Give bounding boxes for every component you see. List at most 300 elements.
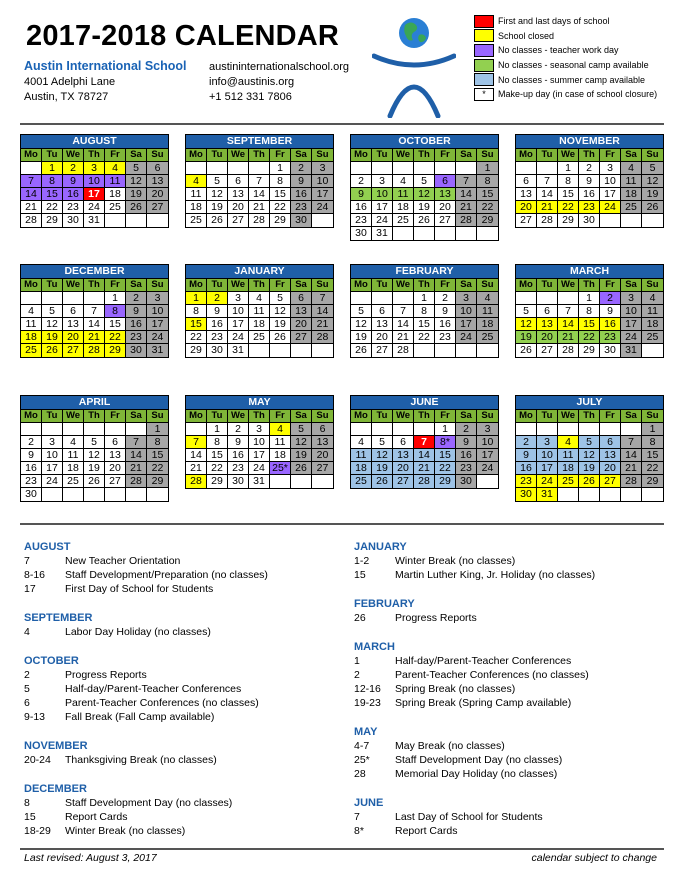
- spacer: [24, 639, 339, 654]
- event-row: [354, 668, 669, 682]
- day-cell: 26: [207, 214, 228, 227]
- weekday-header: Su: [147, 410, 168, 423]
- spacer: [354, 625, 669, 640]
- event-month-heading: JUNE: [354, 797, 384, 809]
- day-cell: 28: [621, 475, 642, 488]
- weekday-header: We: [228, 279, 249, 292]
- weekday-header: Fr: [600, 149, 621, 162]
- month-days-grid: [351, 149, 498, 240]
- day-cell: 10: [372, 188, 393, 201]
- last-revised: Last revised: August 3, 2017: [24, 852, 157, 864]
- empty-cell: [456, 227, 477, 240]
- empty-cell: [63, 292, 84, 305]
- day-cell: 5: [270, 292, 291, 305]
- day-cell: 19: [291, 449, 312, 462]
- month-days-grid: [516, 410, 663, 501]
- weekday-header: Th: [414, 279, 435, 292]
- weekday-header: Mo: [351, 410, 372, 423]
- day-cell: 21: [186, 462, 207, 475]
- day-cell: 2: [456, 423, 477, 436]
- day-cell: 17: [84, 188, 105, 201]
- day-cell: 14: [126, 449, 147, 462]
- weekday-header: Sa: [456, 279, 477, 292]
- empty-cell: [105, 423, 126, 436]
- event-row: [24, 810, 339, 824]
- day-cell: 8: [642, 436, 663, 449]
- day-cell: 1: [642, 423, 663, 436]
- event-row: [354, 767, 669, 781]
- day-cell: 9: [456, 436, 477, 449]
- day-cell: 21: [312, 318, 333, 331]
- event-text: Thanksgiving Break (no classes): [65, 754, 217, 766]
- empty-cell: [21, 162, 42, 175]
- spacer: [24, 724, 339, 739]
- event-row: [354, 696, 669, 710]
- event-date: 28: [354, 768, 366, 780]
- month-header: FEBRUARY: [351, 265, 498, 279]
- day-cell: 30: [126, 344, 147, 357]
- day-cell: 24: [249, 462, 270, 475]
- day-cell: 10: [537, 449, 558, 462]
- empty-cell: [642, 344, 663, 357]
- day-cell: 29: [477, 214, 498, 227]
- spacer: [354, 582, 669, 597]
- empty-cell: [537, 162, 558, 175]
- event-text: New Teacher Orientation: [65, 555, 181, 567]
- day-cell: 13: [537, 318, 558, 331]
- day-cell: 11: [558, 449, 579, 462]
- day-cell: 13: [147, 175, 168, 188]
- day-cell: 1: [414, 292, 435, 305]
- day-cell: 4: [21, 305, 42, 318]
- weekday-header: Mo: [186, 279, 207, 292]
- event-text: Progress Reports: [65, 669, 147, 681]
- page-title: 2017-2018 CALENDAR: [26, 20, 340, 52]
- legend-swatch: [474, 15, 494, 28]
- email-link[interactable]: info@austinis.org: [209, 76, 295, 88]
- day-cell: 9: [516, 449, 537, 462]
- legend-item: [474, 43, 657, 58]
- weekday-header: Tu: [207, 149, 228, 162]
- empty-cell: [351, 292, 372, 305]
- day-cell: 10: [147, 305, 168, 318]
- day-cell: 7: [393, 305, 414, 318]
- day-cell: 12: [414, 188, 435, 201]
- event-row: [354, 824, 669, 838]
- day-cell: 14: [249, 188, 270, 201]
- weekday-header: Sa: [621, 149, 642, 162]
- day-cell: 11: [270, 436, 291, 449]
- day-cell: 19: [270, 318, 291, 331]
- day-cell: 30: [63, 214, 84, 227]
- legend-swatch: [474, 29, 494, 42]
- weekday-header: Su: [477, 149, 498, 162]
- day-cell: 30: [21, 488, 42, 501]
- day-cell: 28: [21, 214, 42, 227]
- event-row: [24, 682, 339, 696]
- event-row: [354, 611, 669, 625]
- event-month-heading: NOVEMBER: [24, 740, 88, 752]
- day-cell: 25: [558, 475, 579, 488]
- weekday-header: Sa: [291, 410, 312, 423]
- empty-cell: [372, 162, 393, 175]
- day-cell: 23: [351, 214, 372, 227]
- legend-swatch: [474, 59, 494, 72]
- weekday-header: Su: [147, 279, 168, 292]
- day-cell: 28: [312, 331, 333, 344]
- day-cell: 1: [207, 423, 228, 436]
- day-cell: 28: [186, 475, 207, 488]
- day-cell: 22: [186, 331, 207, 344]
- event-date: 4: [24, 626, 30, 638]
- empty-cell: [642, 214, 663, 227]
- day-cell: 29: [579, 344, 600, 357]
- weekday-header: Su: [642, 279, 663, 292]
- day-cell: 24: [456, 331, 477, 344]
- day-cell: 24: [228, 331, 249, 344]
- day-cell: 17: [228, 318, 249, 331]
- events-divider: [20, 523, 664, 525]
- empty-cell: [600, 488, 621, 501]
- empty-cell: [270, 344, 291, 357]
- day-cell: 3: [228, 292, 249, 305]
- month-may: [185, 395, 334, 489]
- legend-swatch: [474, 73, 494, 86]
- day-cell: 26: [351, 344, 372, 357]
- weekday-header: We: [393, 149, 414, 162]
- day-cell: 6: [372, 305, 393, 318]
- empty-cell: [312, 475, 333, 488]
- day-cell: 8: [207, 436, 228, 449]
- day-cell: 2: [21, 436, 42, 449]
- day-cell: 6: [393, 436, 414, 449]
- weekday-header: Fr: [105, 149, 126, 162]
- event-row: [354, 810, 669, 824]
- day-cell: 21: [621, 462, 642, 475]
- day-cell: 16: [351, 201, 372, 214]
- school-logo: [372, 14, 456, 118]
- event-date: 20-24: [24, 754, 51, 766]
- weekday-header: Su: [477, 410, 498, 423]
- empty-cell: [516, 423, 537, 436]
- month-days-grid: [186, 149, 333, 227]
- day-cell: 16: [516, 462, 537, 475]
- event-row: [24, 554, 339, 568]
- empty-cell: [186, 162, 207, 175]
- day-cell: 6: [600, 436, 621, 449]
- day-cell: 24: [312, 201, 333, 214]
- day-cell: 31: [147, 344, 168, 357]
- day-cell: 12: [351, 318, 372, 331]
- day-cell: 8: [105, 305, 126, 318]
- empty-cell: [42, 292, 63, 305]
- event-month-heading: MAY: [354, 726, 378, 738]
- weekday-header: Th: [84, 279, 105, 292]
- day-cell: 3: [537, 436, 558, 449]
- day-cell: 14: [414, 449, 435, 462]
- day-cell: 29: [105, 344, 126, 357]
- event-text: Winter Break (no classes): [395, 555, 516, 567]
- day-cell: 20: [435, 201, 456, 214]
- month-header: JULY: [516, 396, 663, 410]
- day-cell: 27: [312, 462, 333, 475]
- empty-cell: [126, 488, 147, 501]
- day-cell: 28: [126, 475, 147, 488]
- day-cell: 10: [621, 305, 642, 318]
- empty-cell: [291, 475, 312, 488]
- day-cell: 6: [312, 423, 333, 436]
- day-cell: 14: [558, 318, 579, 331]
- day-cell: 7: [621, 436, 642, 449]
- day-cell: 13: [435, 188, 456, 201]
- day-cell: 31: [249, 475, 270, 488]
- empty-cell: [84, 488, 105, 501]
- event-text: Half-day/Parent-Teacher Conferences: [65, 683, 242, 695]
- day-cell: 28: [456, 214, 477, 227]
- day-cell: 6: [105, 436, 126, 449]
- day-cell: 17: [372, 201, 393, 214]
- event-text: Staff Development/Preparation (no classes): [65, 569, 268, 581]
- day-cell: 5: [372, 436, 393, 449]
- month-days-grid: [351, 279, 498, 357]
- day-cell: 5: [414, 175, 435, 188]
- empty-cell: [207, 162, 228, 175]
- legend-label: Make-up day (in case of school closure): [498, 89, 658, 100]
- day-cell: 12: [642, 175, 663, 188]
- day-cell: 10: [312, 175, 333, 188]
- event-month-heading: MARCH: [354, 641, 395, 653]
- day-cell: 14: [456, 188, 477, 201]
- empty-cell: [312, 344, 333, 357]
- day-cell: 12: [42, 318, 63, 331]
- event-text: Fall Break (Fall Camp available): [65, 711, 215, 723]
- day-cell: 20: [537, 331, 558, 344]
- day-cell: 17: [621, 318, 642, 331]
- day-cell: 10: [84, 175, 105, 188]
- event-text: May Break (no classes): [395, 740, 505, 752]
- day-cell: 21: [393, 331, 414, 344]
- day-cell: 26: [516, 344, 537, 357]
- event-text: Report Cards: [395, 825, 458, 837]
- day-cell: 13: [600, 449, 621, 462]
- day-cell: 8: [186, 305, 207, 318]
- day-cell: 5: [42, 305, 63, 318]
- month-february: [350, 264, 499, 358]
- day-cell: 29: [270, 214, 291, 227]
- day-cell: 22: [558, 201, 579, 214]
- day-cell: 12: [207, 188, 228, 201]
- day-cell: 13: [372, 318, 393, 331]
- month-july: [515, 395, 664, 502]
- day-cell: 20: [291, 318, 312, 331]
- website-link[interactable]: austininternationalschool.org: [209, 61, 350, 73]
- day-cell: 21: [126, 462, 147, 475]
- day-cell: 19: [351, 331, 372, 344]
- day-cell: 15: [207, 449, 228, 462]
- day-cell: 23: [63, 201, 84, 214]
- day-cell: 1: [42, 162, 63, 175]
- day-cell: 19: [207, 201, 228, 214]
- day-cell: 4: [477, 292, 498, 305]
- day-cell: 23: [579, 201, 600, 214]
- day-cell: 25: [351, 475, 372, 488]
- day-cell: 11: [63, 449, 84, 462]
- day-cell: 3: [42, 436, 63, 449]
- day-cell: 19: [579, 462, 600, 475]
- empty-cell: [270, 475, 291, 488]
- day-cell: 18: [105, 188, 126, 201]
- day-cell: 10: [228, 305, 249, 318]
- weekday-header: Tu: [207, 279, 228, 292]
- day-cell: 14: [537, 188, 558, 201]
- weekday-header: Mo: [351, 149, 372, 162]
- day-cell: 20: [393, 462, 414, 475]
- day-cell: 5: [579, 436, 600, 449]
- weekday-header: Tu: [207, 410, 228, 423]
- event-row: [24, 696, 339, 710]
- day-cell: 19: [414, 201, 435, 214]
- day-cell: 27: [291, 331, 312, 344]
- weekday-header: Mo: [351, 279, 372, 292]
- day-cell: 1: [579, 292, 600, 305]
- day-cell: 9: [351, 188, 372, 201]
- day-cell: 17: [456, 318, 477, 331]
- day-cell: 27: [105, 475, 126, 488]
- day-cell: 7: [21, 175, 42, 188]
- day-cell: 15: [147, 449, 168, 462]
- event-text: Spring Break (no classes): [395, 683, 516, 695]
- day-cell: 14: [393, 318, 414, 331]
- event-row: [24, 753, 339, 767]
- day-cell: 23: [456, 462, 477, 475]
- day-cell: 21: [84, 331, 105, 344]
- weekday-header: We: [558, 149, 579, 162]
- event-row: [24, 796, 339, 810]
- weekday-header: Sa: [621, 410, 642, 423]
- empty-cell: [414, 344, 435, 357]
- event-date: 9-13: [24, 711, 46, 723]
- day-cell: 18: [270, 449, 291, 462]
- day-cell: 7: [84, 305, 105, 318]
- empty-cell: [393, 227, 414, 240]
- weekday-header: We: [63, 149, 84, 162]
- month-header: JANUARY: [186, 265, 333, 279]
- event-date: 18-29: [24, 825, 51, 837]
- day-cell: 22: [147, 462, 168, 475]
- empty-cell: [537, 292, 558, 305]
- day-cell: 6: [516, 175, 537, 188]
- day-cell: 17: [600, 188, 621, 201]
- day-cell: 9: [600, 305, 621, 318]
- day-cell: 22: [477, 201, 498, 214]
- month-header: DECEMBER: [21, 265, 168, 279]
- weekday-header: Su: [147, 149, 168, 162]
- day-cell: 3: [84, 162, 105, 175]
- event-month-heading: AUGUST: [24, 541, 71, 553]
- weekday-header: We: [393, 279, 414, 292]
- day-cell: 16: [228, 449, 249, 462]
- day-cell: 6: [291, 292, 312, 305]
- empty-cell: [558, 423, 579, 436]
- empty-cell: [537, 423, 558, 436]
- legend: [474, 14, 657, 102]
- day-cell: 1: [105, 292, 126, 305]
- event-date: 4-7: [354, 740, 370, 752]
- empty-cell: [558, 488, 579, 501]
- month-december: [20, 264, 169, 358]
- day-cell: 22: [579, 331, 600, 344]
- weekday-header: Th: [579, 149, 600, 162]
- day-cell: 21: [414, 462, 435, 475]
- day-cell: 24: [621, 331, 642, 344]
- weekday-header: Fr: [270, 279, 291, 292]
- day-cell: 1: [435, 423, 456, 436]
- empty-cell: [600, 214, 621, 227]
- day-cell: 6: [228, 175, 249, 188]
- day-cell: 29: [558, 214, 579, 227]
- empty-cell: [621, 488, 642, 501]
- day-cell: 12: [579, 449, 600, 462]
- day-cell: 23: [435, 331, 456, 344]
- day-cell: 5: [516, 305, 537, 318]
- day-cell: 28: [249, 214, 270, 227]
- day-cell: 2: [516, 436, 537, 449]
- day-cell: 3: [372, 175, 393, 188]
- weekday-header: Th: [414, 410, 435, 423]
- weekday-header: Tu: [42, 149, 63, 162]
- day-cell: 27: [600, 475, 621, 488]
- event-date: 1: [354, 655, 360, 667]
- day-cell: 9: [21, 449, 42, 462]
- weekday-header: Fr: [270, 149, 291, 162]
- month-march: [515, 264, 664, 358]
- day-cell: 20: [63, 331, 84, 344]
- day-cell: 15: [579, 318, 600, 331]
- day-cell: 2: [600, 292, 621, 305]
- day-cell: 11: [621, 175, 642, 188]
- day-cell: 19: [42, 331, 63, 344]
- legend-label: No classes - teacher work day: [498, 45, 619, 56]
- day-cell: 2: [579, 162, 600, 175]
- day-cell: 5: [291, 423, 312, 436]
- day-cell: 3: [477, 423, 498, 436]
- event-date: 12-16: [354, 683, 381, 695]
- day-cell: 21: [558, 331, 579, 344]
- legend-item: [474, 29, 657, 44]
- weekday-header: Th: [579, 279, 600, 292]
- weekday-header: Mo: [186, 410, 207, 423]
- day-cell: 9: [291, 175, 312, 188]
- weekday-header: Th: [84, 410, 105, 423]
- event-row: [24, 668, 339, 682]
- change-note: calendar subject to change: [531, 852, 657, 864]
- day-cell: 19: [84, 462, 105, 475]
- weekday-header: Fr: [435, 279, 456, 292]
- empty-cell: [372, 292, 393, 305]
- day-cell: 8: [42, 175, 63, 188]
- empty-cell: [63, 488, 84, 501]
- day-cell: 10: [600, 175, 621, 188]
- day-cell: 8: [270, 175, 291, 188]
- event-date: 17: [24, 583, 36, 595]
- day-cell: 7: [186, 436, 207, 449]
- empty-cell: [414, 227, 435, 240]
- day-cell: 17: [42, 462, 63, 475]
- empty-cell: [393, 162, 414, 175]
- day-cell: 16: [600, 318, 621, 331]
- legend-item: [474, 58, 657, 73]
- day-cell: 26: [579, 475, 600, 488]
